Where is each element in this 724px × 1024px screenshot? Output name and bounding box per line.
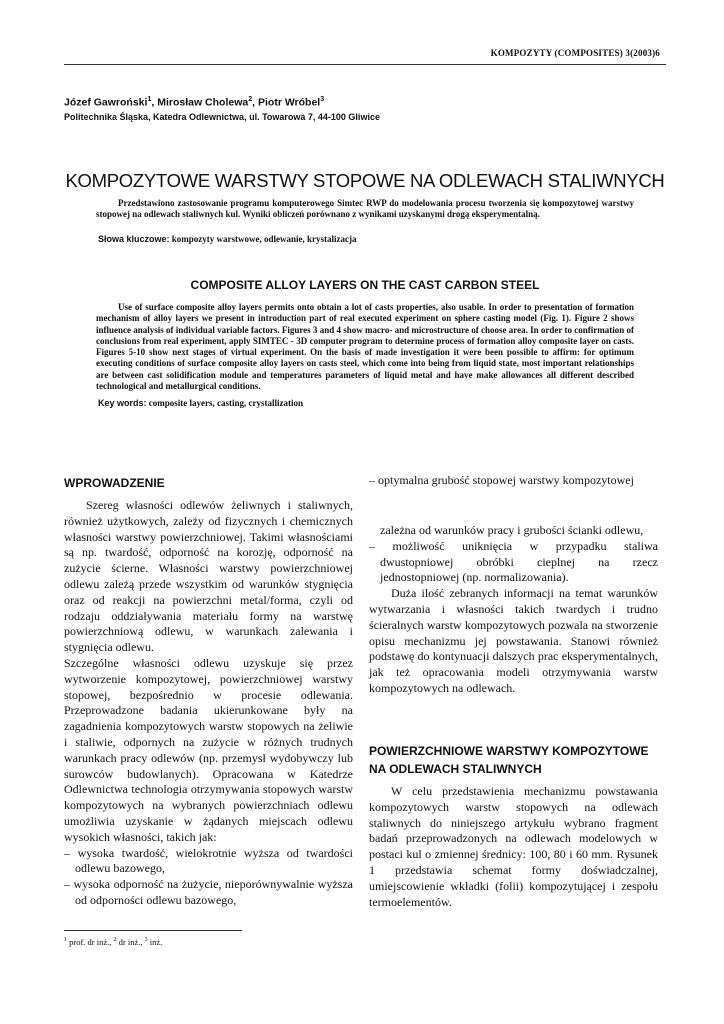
author-footnote-mark: 3 xyxy=(320,96,325,103)
header-rule xyxy=(64,64,666,65)
keywords-english xyxy=(98,397,303,409)
list-item: – optymalna grubość stopowej warstwy kompozytowej xyxy=(369,473,634,487)
list-item: – wysoka odporność na żużycie, nieporównywalnie wyższa od odporności odlewu bazowego, xyxy=(64,877,353,907)
abstract-english: Use of surface composite alloy layers permits onto obtain a lot of casts properties, also usable. In order to presentation of formation mechanism of alloy layers we present in introduction part of real executed experiment on sphere casting model (Fig. 1). Figure 2 shows influence analysis of individual variable factors. Figures 3 and 4 show macro- and microstructure of choose area. In order to confirmation of conclusions from real experiment, apply SIMTEC - 3D computer program to determine process of formation alloy composite layer on casts. Figures 5-10 show next stages of virtual experiment. On the basis of made investigation it were been possible to affirm: for optimum executing conditions of surface composite alloy layers on casts steel, which come into being from liquid state, most important relationships are between cast solidification module and temperatures parameters of liquid metal and have make allowances all different described technological and metallurgical conditions. xyxy=(96,302,634,392)
paragraph: Szereg własności odlewów żeliwnych i staliwnych, również użytkowych, zależy od fizycznych i chemicznych własności warstwy powierzchniowej. Takimi własnościami są np. twardość, odporność na korozję, odporność na zużycie ścierne. Własności warstwy powierzchniowej odlewu zależą przede wszystkim od warunków stygnięcia oraz od reakcji na powierzchni metal/forma, czyli od rodzaju oddziaływania materiału formy na warstwę powierzchniową odlewu, w warunkach zalewania i stygnięcia odlewu. xyxy=(64,498,353,655)
keywords-value: kompozyty warstwowe, odlewanie, krystalizacja xyxy=(169,234,357,244)
paragraph: W celu przedstawienia mechanizmu powstawania kompozytowych warstw stopowych na odlewach staliwnych do niniejszego artykułu wybrano fragment badań przeprowadzonych na odlewach modelowych w postaci kul o zmiennej średnicy: 100, 80 i 60 mm. Rysunek 1 przedstawia schemat formy doświadczalnej, umiejscowienie wkładki (folii) kompozytującej i zespołu termoelementów. xyxy=(369,784,658,909)
author-separator: , xyxy=(252,96,258,109)
keywords-polish xyxy=(98,233,357,245)
footnote-mark: 2 xyxy=(113,937,117,944)
section-heading-introduction: WPROWADZENIE xyxy=(64,476,165,490)
author-name: Józef Gawroński xyxy=(64,96,148,109)
right-column-text-2 xyxy=(369,784,658,910)
author-name: Piotr Wróbel xyxy=(257,96,321,109)
footnote-text: dr inż., xyxy=(116,937,145,947)
right-column-top-item xyxy=(369,473,658,489)
footnote-mark: 3 xyxy=(144,937,148,944)
title-english: COMPOSITE ALLOY LAYERS ON THE CAST CARBON STEEL xyxy=(190,278,540,292)
keywords-value: composite layers, casting, crystallization xyxy=(146,398,303,408)
list-item: – wysoka twardość, wielokrotnie wyższa od twardości odlewu bazowego, xyxy=(64,845,353,876)
affiliation: Politechnika Śląska, Katedra Odlewnictwa, ul. Towarowa 7, 44-100 Gliwice xyxy=(64,112,380,122)
footnote-rule xyxy=(64,930,242,931)
list-item-continuation: zależna od warunków pracy i grubości ścianki odlewu, xyxy=(380,523,644,537)
author-separator: , xyxy=(151,96,158,109)
footnote xyxy=(64,937,162,947)
section-heading-surface-layers: POWIERZCHNIOWE WARSTWY KOMPOZYTOWE NA ODLEWACH STALIWNYCH xyxy=(369,744,649,776)
running-head: KOMPOZYTY (COMPOSITES) 3(2003)6 xyxy=(490,48,660,58)
footnote-mark: 1 xyxy=(64,937,67,944)
abstract-polish: Przedstawiono zastosowanie programu komputerowego Simtec RWP do modelowania procesu tworzenia się kompozytowej warstwy stopowej na odlewach staliwnych kul. Wyniki obliczeń porównano z wynikami uzyskanymi drogą eksperymentalną. xyxy=(96,198,634,220)
keywords-label: Key words: xyxy=(98,398,147,408)
footnote-text: inż. xyxy=(147,937,163,947)
right-column-text xyxy=(369,523,658,697)
authors xyxy=(64,96,324,109)
author-name: Mirosław Cholewa xyxy=(157,96,249,109)
left-column-text xyxy=(64,498,353,909)
paragraph: Duża ilość zebranych informacji na temat warunków wytwarzania i własności takich twardych i trudno ścieralnych warstw kompozytowych pozwala na stworzenie opisu mechanizmu jej powstawania. Stanowi również podstawę do kontynuacji dalszych prac eksperymentalnych, jak też opracowania modeli otrzymywania warstw kompozytowych na odlewach. xyxy=(369,586,658,695)
list-item: – możliwość uniknięcia w przypadku staliwa dwustopniowej obróbki cieplnej na rzecz jednostopniowej (np. normalizowania). xyxy=(369,538,658,585)
title-polish: KOMPOZYTOWE WARSTWY STOPOWE NA ODLEWACH STALIWNYCH xyxy=(65,170,665,191)
footnote-text: prof. dr inż., xyxy=(67,937,114,947)
paragraph: Szczególne własności odlewu uzyskuje się przez wytworzenie kompozytowej, powierzchniowej warstwy stopowej, bezpośrednio w procesie odlewania. Przeprowadzone badania ukierunkowane były na zagadnienia kompozytowych warstw stopowych na żeliwie i staliwie, odpornych na zużycie w różnych trudnych warunkach pracy odlewów (np. przemysł wydobywczy lub surowców budowlanych). Opracowana w Katedrze Odlewnictwa technologia otrzymywania stopowych warstw kompozytowych na wybranych powierzchniach odlewu umożliwia uzyskanie w żądanych miejscach odlewu wysokich własności, takich jak: xyxy=(64,655,353,844)
author-footnote-mark: 2 xyxy=(248,96,253,103)
author-footnote-mark: 1 xyxy=(147,96,152,103)
keywords-label: Słowa kluczowe: xyxy=(98,234,170,244)
